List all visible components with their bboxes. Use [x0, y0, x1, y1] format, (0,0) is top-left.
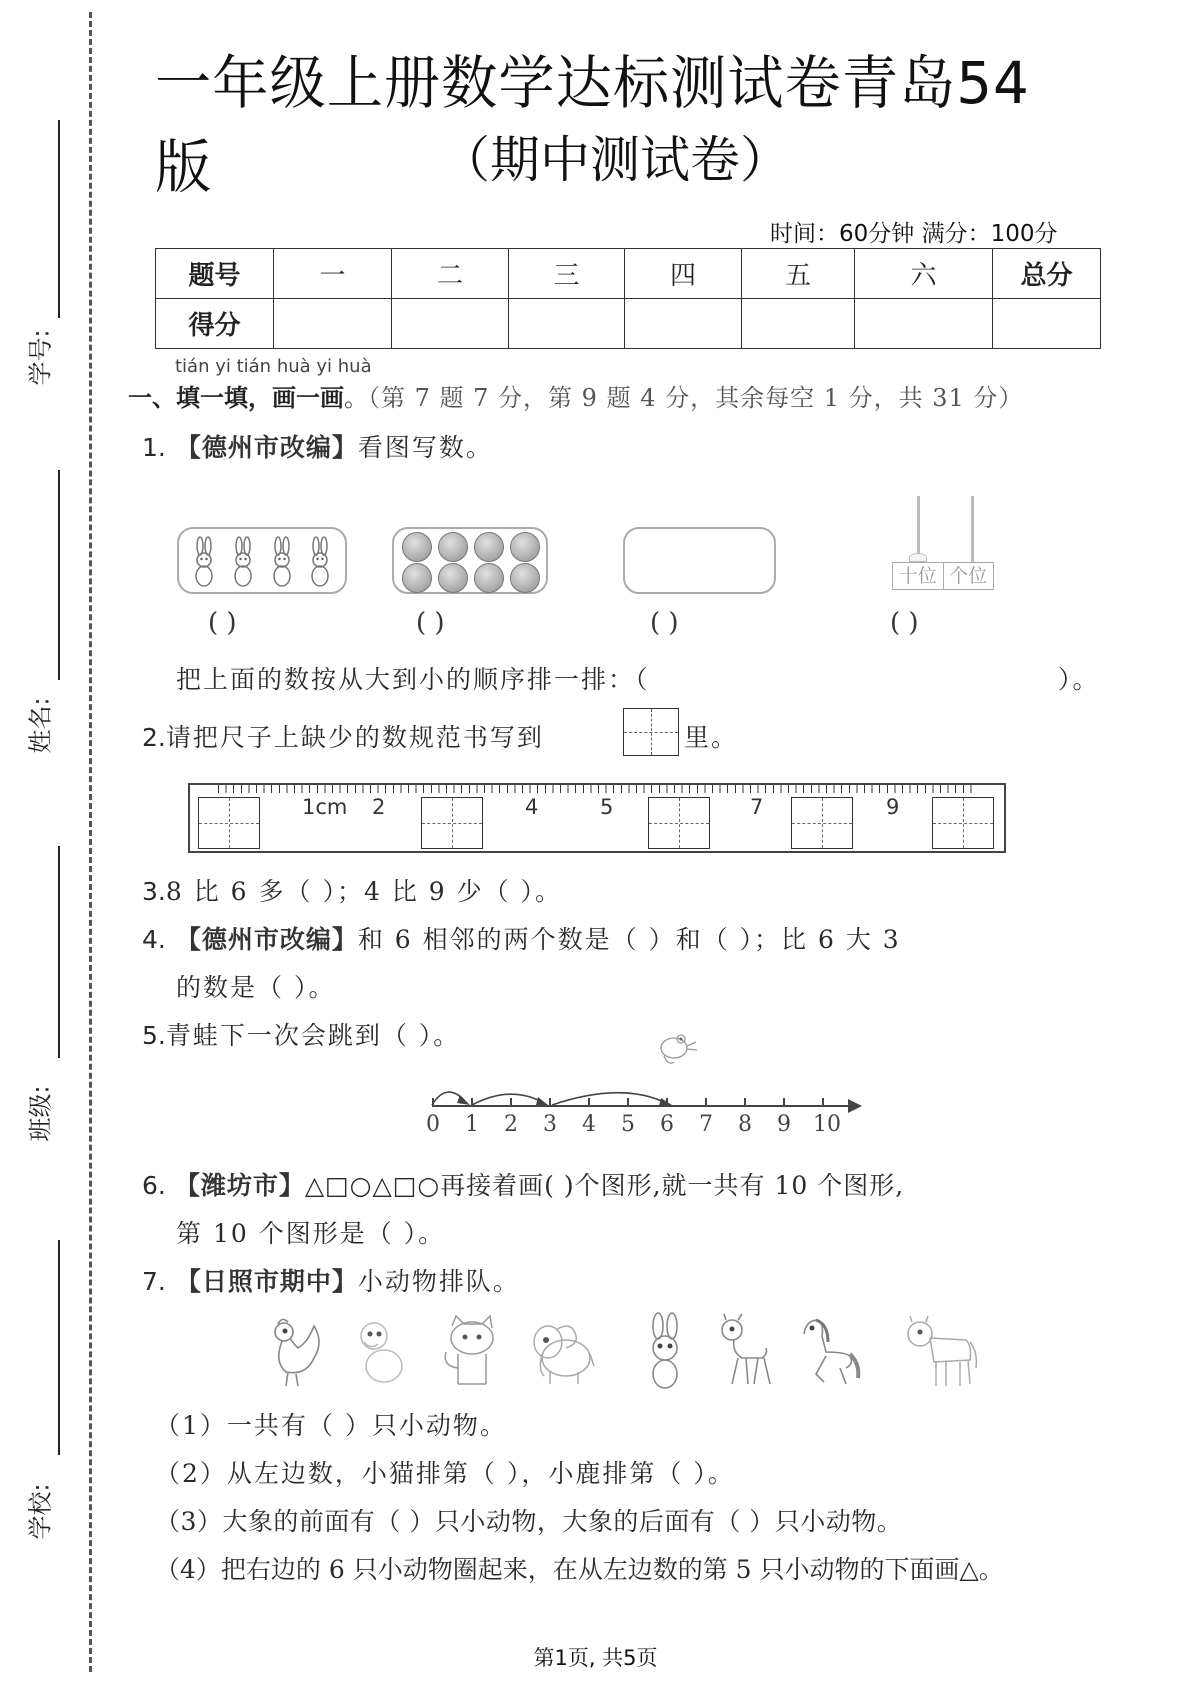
question-7-sub-1[interactable]: （1）一共有（ ）只小动物。 [155, 1411, 507, 1440]
tick [510, 1098, 512, 1106]
number-line-axis [432, 1105, 852, 1107]
tick [744, 1098, 746, 1106]
question-text[interactable]: 青蛙下一次会跳到（ ）。 [165, 1021, 461, 1050]
apple-icon [510, 563, 540, 593]
col-3: 三 [509, 249, 625, 299]
student-number-label: 学号: [26, 329, 55, 386]
empty-picture [623, 527, 776, 594]
score-cell-4[interactable] [625, 299, 742, 349]
question-6-line-2[interactable]: 第 10 个图形是（ ）。 [176, 1219, 446, 1248]
ones-rod [971, 496, 974, 562]
student-number-line[interactable] [58, 120, 60, 318]
question-text[interactable]: 和 6 相邻的两个数是（ ）和（ ）；比 6 大 3 [357, 925, 901, 954]
apple-icon [402, 532, 432, 562]
section-period: 。 [344, 384, 368, 412]
col-1: 一 [274, 249, 392, 299]
tick-label: 9 [777, 1112, 791, 1137]
bunny-icon [230, 536, 256, 588]
question-number: 3. [142, 877, 166, 906]
tens-label: 十位 [898, 565, 937, 587]
name-field [0, 470, 80, 770]
answer-blank-4[interactable]: ( ) [890, 608, 919, 638]
question-3 [142, 872, 562, 908]
section-title: 一、填一填，画一画 [128, 384, 344, 412]
exam-subtitle: （期中测试卷） [440, 131, 790, 189]
tick [705, 1098, 707, 1106]
ruler-label: 1cm [302, 795, 348, 819]
question-7 [142, 1262, 520, 1298]
horse-icon[interactable] [794, 1312, 864, 1394]
school-field [0, 1240, 80, 1540]
question-1 [142, 428, 493, 464]
order-prompt [176, 660, 650, 696]
question-text: 小动物排队。 [357, 1267, 520, 1296]
tick-label: 0 [426, 1112, 440, 1137]
abacus-base [892, 562, 994, 590]
tick-label: 4 [582, 1112, 596, 1137]
tick-label: 3 [543, 1112, 557, 1137]
class-label: 班级: [26, 1085, 55, 1142]
col-5: 五 [742, 249, 855, 299]
ones-label: 个位 [943, 563, 994, 589]
student-number-field [0, 120, 80, 420]
question-number: 2. [142, 723, 166, 752]
bead-icon [909, 553, 927, 562]
order-text: 把上面的数按从大到小的顺序排一排：（ [176, 665, 650, 694]
apples-picture [392, 527, 548, 594]
score-table-header-row [156, 249, 1101, 299]
score-cell-1[interactable] [274, 299, 392, 349]
ruler-label: 4 [525, 795, 539, 819]
score-table [155, 248, 1101, 349]
rooster-icon[interactable] [262, 1312, 332, 1394]
jump-arcs [430, 1060, 870, 1108]
tick-label: 10 [813, 1112, 841, 1137]
section-points: （第 7 题 7 分，第 9 题 4 分，其余每空 1 分，共 31 分） [368, 384, 1024, 412]
answer-blank-1[interactable]: ( ) [208, 608, 237, 638]
tick [471, 1098, 473, 1106]
ruler-blank-box-3[interactable] [648, 797, 710, 849]
question-text: 请把尺子上缺少的数规范书写到 [165, 723, 544, 752]
school-line[interactable] [58, 1240, 60, 1455]
col-4: 四 [625, 249, 742, 299]
tick [783, 1098, 785, 1106]
question-number: 5. [142, 1021, 166, 1050]
question-6 [142, 1166, 904, 1202]
row-label-question-number: 题号 [156, 249, 274, 299]
question-7-sub-4[interactable]: （4）把右边的 6 只小动物圈起来，在从左边数的第 5 只小动物的下面画△。 [155, 1555, 1004, 1584]
example-grid-box [623, 708, 679, 756]
tick-label: 2 [504, 1112, 518, 1137]
number-line [426, 1090, 870, 1150]
duckling-icon[interactable] [350, 1312, 420, 1394]
tick [588, 1098, 590, 1106]
ruler-label: 9 [886, 795, 900, 819]
tick [666, 1098, 668, 1106]
exam-meta: 时间：60分钟 满分：100分 [770, 221, 1058, 247]
question-4-line-2[interactable]: 的数是（ ）。 [176, 973, 336, 1002]
bunny-icon [269, 536, 295, 588]
question-source: 【德州市改编】 [175, 433, 358, 462]
question-text[interactable]: △□○△□○再接着画( )个图形,就一共有 10 个图形, [304, 1171, 905, 1200]
ruler-blank-box-4[interactable] [791, 797, 853, 849]
section-pinyin: tián yi tián huà yi huà [175, 356, 372, 377]
question-4 [142, 920, 901, 956]
tick-label: 7 [699, 1112, 713, 1137]
question-2 [142, 718, 544, 754]
tick-label: 6 [660, 1112, 674, 1137]
section-heading [128, 378, 1023, 413]
apple-icon [402, 563, 432, 593]
arrow-icon [848, 1099, 862, 1113]
question-number: 7. [142, 1267, 166, 1296]
score-cell-3[interactable] [509, 299, 625, 349]
cut-line [89, 12, 92, 1672]
question-7-sub-2[interactable]: （2）从左边数，小猫排第（ ），小鹿排第（ ）。 [155, 1459, 735, 1488]
kitten-icon[interactable] [438, 1312, 508, 1394]
score-table-score-row [156, 299, 1101, 349]
question-number: 1. [142, 433, 166, 462]
question-number: 6. [142, 1171, 166, 1200]
bunny-icon [191, 536, 217, 588]
rabbit-icon[interactable] [634, 1312, 704, 1394]
tick-label: 8 [738, 1112, 752, 1137]
apple-icon [510, 532, 540, 562]
ruler [188, 783, 1006, 853]
tick-label: 5 [621, 1112, 635, 1137]
score-cell-6[interactable] [855, 299, 993, 349]
ruler-label: 5 [600, 795, 614, 819]
name-line[interactable] [58, 470, 60, 680]
apple-icon [474, 563, 504, 593]
ruler-label: 7 [750, 795, 764, 819]
question-7-sub-3[interactable]: （3）大象的前面有（ ）只小动物，大象的后面有（ ）只小动物。 [155, 1507, 903, 1536]
apple-icon [438, 532, 468, 562]
calf-icon[interactable] [900, 1312, 980, 1394]
ruler-label: 2 [372, 795, 386, 819]
bunnies-picture [177, 527, 347, 594]
question-text[interactable]: 8 比 6 多（ ）；4 比 9 少（ ）。 [165, 877, 563, 906]
name-label: 姓名: [26, 697, 55, 754]
tick-label: 1 [465, 1112, 479, 1137]
col-2: 二 [392, 249, 509, 299]
question-text: 看图写数。 [357, 433, 493, 462]
answer-blank-2[interactable]: ( ) [416, 608, 445, 638]
question-5 [142, 1016, 460, 1052]
question-source: 【日照市期中】 [175, 1267, 358, 1296]
school-label: 学校: [26, 1483, 55, 1540]
ruler-blank-box-5[interactable] [932, 797, 994, 849]
deer-icon[interactable] [712, 1312, 782, 1394]
col-6: 六 [855, 249, 993, 299]
question-source: 【德州市改编】 [175, 925, 358, 954]
row-label-score: 得分 [156, 299, 274, 349]
page-number: 第1页, 共5页 [533, 1646, 658, 1670]
col-total: 总分 [993, 249, 1101, 299]
ruler-ticks [218, 785, 978, 793]
score-cell-5[interactable] [742, 299, 855, 349]
ruler-blank-box-2[interactable] [421, 797, 483, 849]
exam-title: 一年级上册数学达标测试卷青岛54版 [155, 49, 1030, 201]
class-field [0, 846, 80, 1146]
order-blank-close[interactable]: ）。 [1058, 665, 1100, 694]
answer-blank-3[interactable]: ( ) [650, 608, 679, 638]
tick [822, 1098, 824, 1106]
score-cell-total[interactable] [993, 299, 1101, 349]
ruler-blank-box-1[interactable] [198, 797, 260, 849]
question-2-end: 里。 [684, 723, 739, 752]
elephant-icon[interactable] [526, 1312, 596, 1394]
question-number: 4. [142, 925, 166, 954]
frog-icon [654, 1030, 700, 1070]
tick [432, 1098, 434, 1106]
score-cell-2[interactable] [392, 299, 509, 349]
tick [627, 1098, 629, 1106]
apple-icon [438, 563, 468, 593]
apple-icon [474, 532, 504, 562]
class-line[interactable] [58, 846, 60, 1058]
tick [549, 1098, 551, 1106]
bunny-icon [307, 536, 333, 588]
question-source: 【潍坊市】 [174, 1171, 305, 1200]
